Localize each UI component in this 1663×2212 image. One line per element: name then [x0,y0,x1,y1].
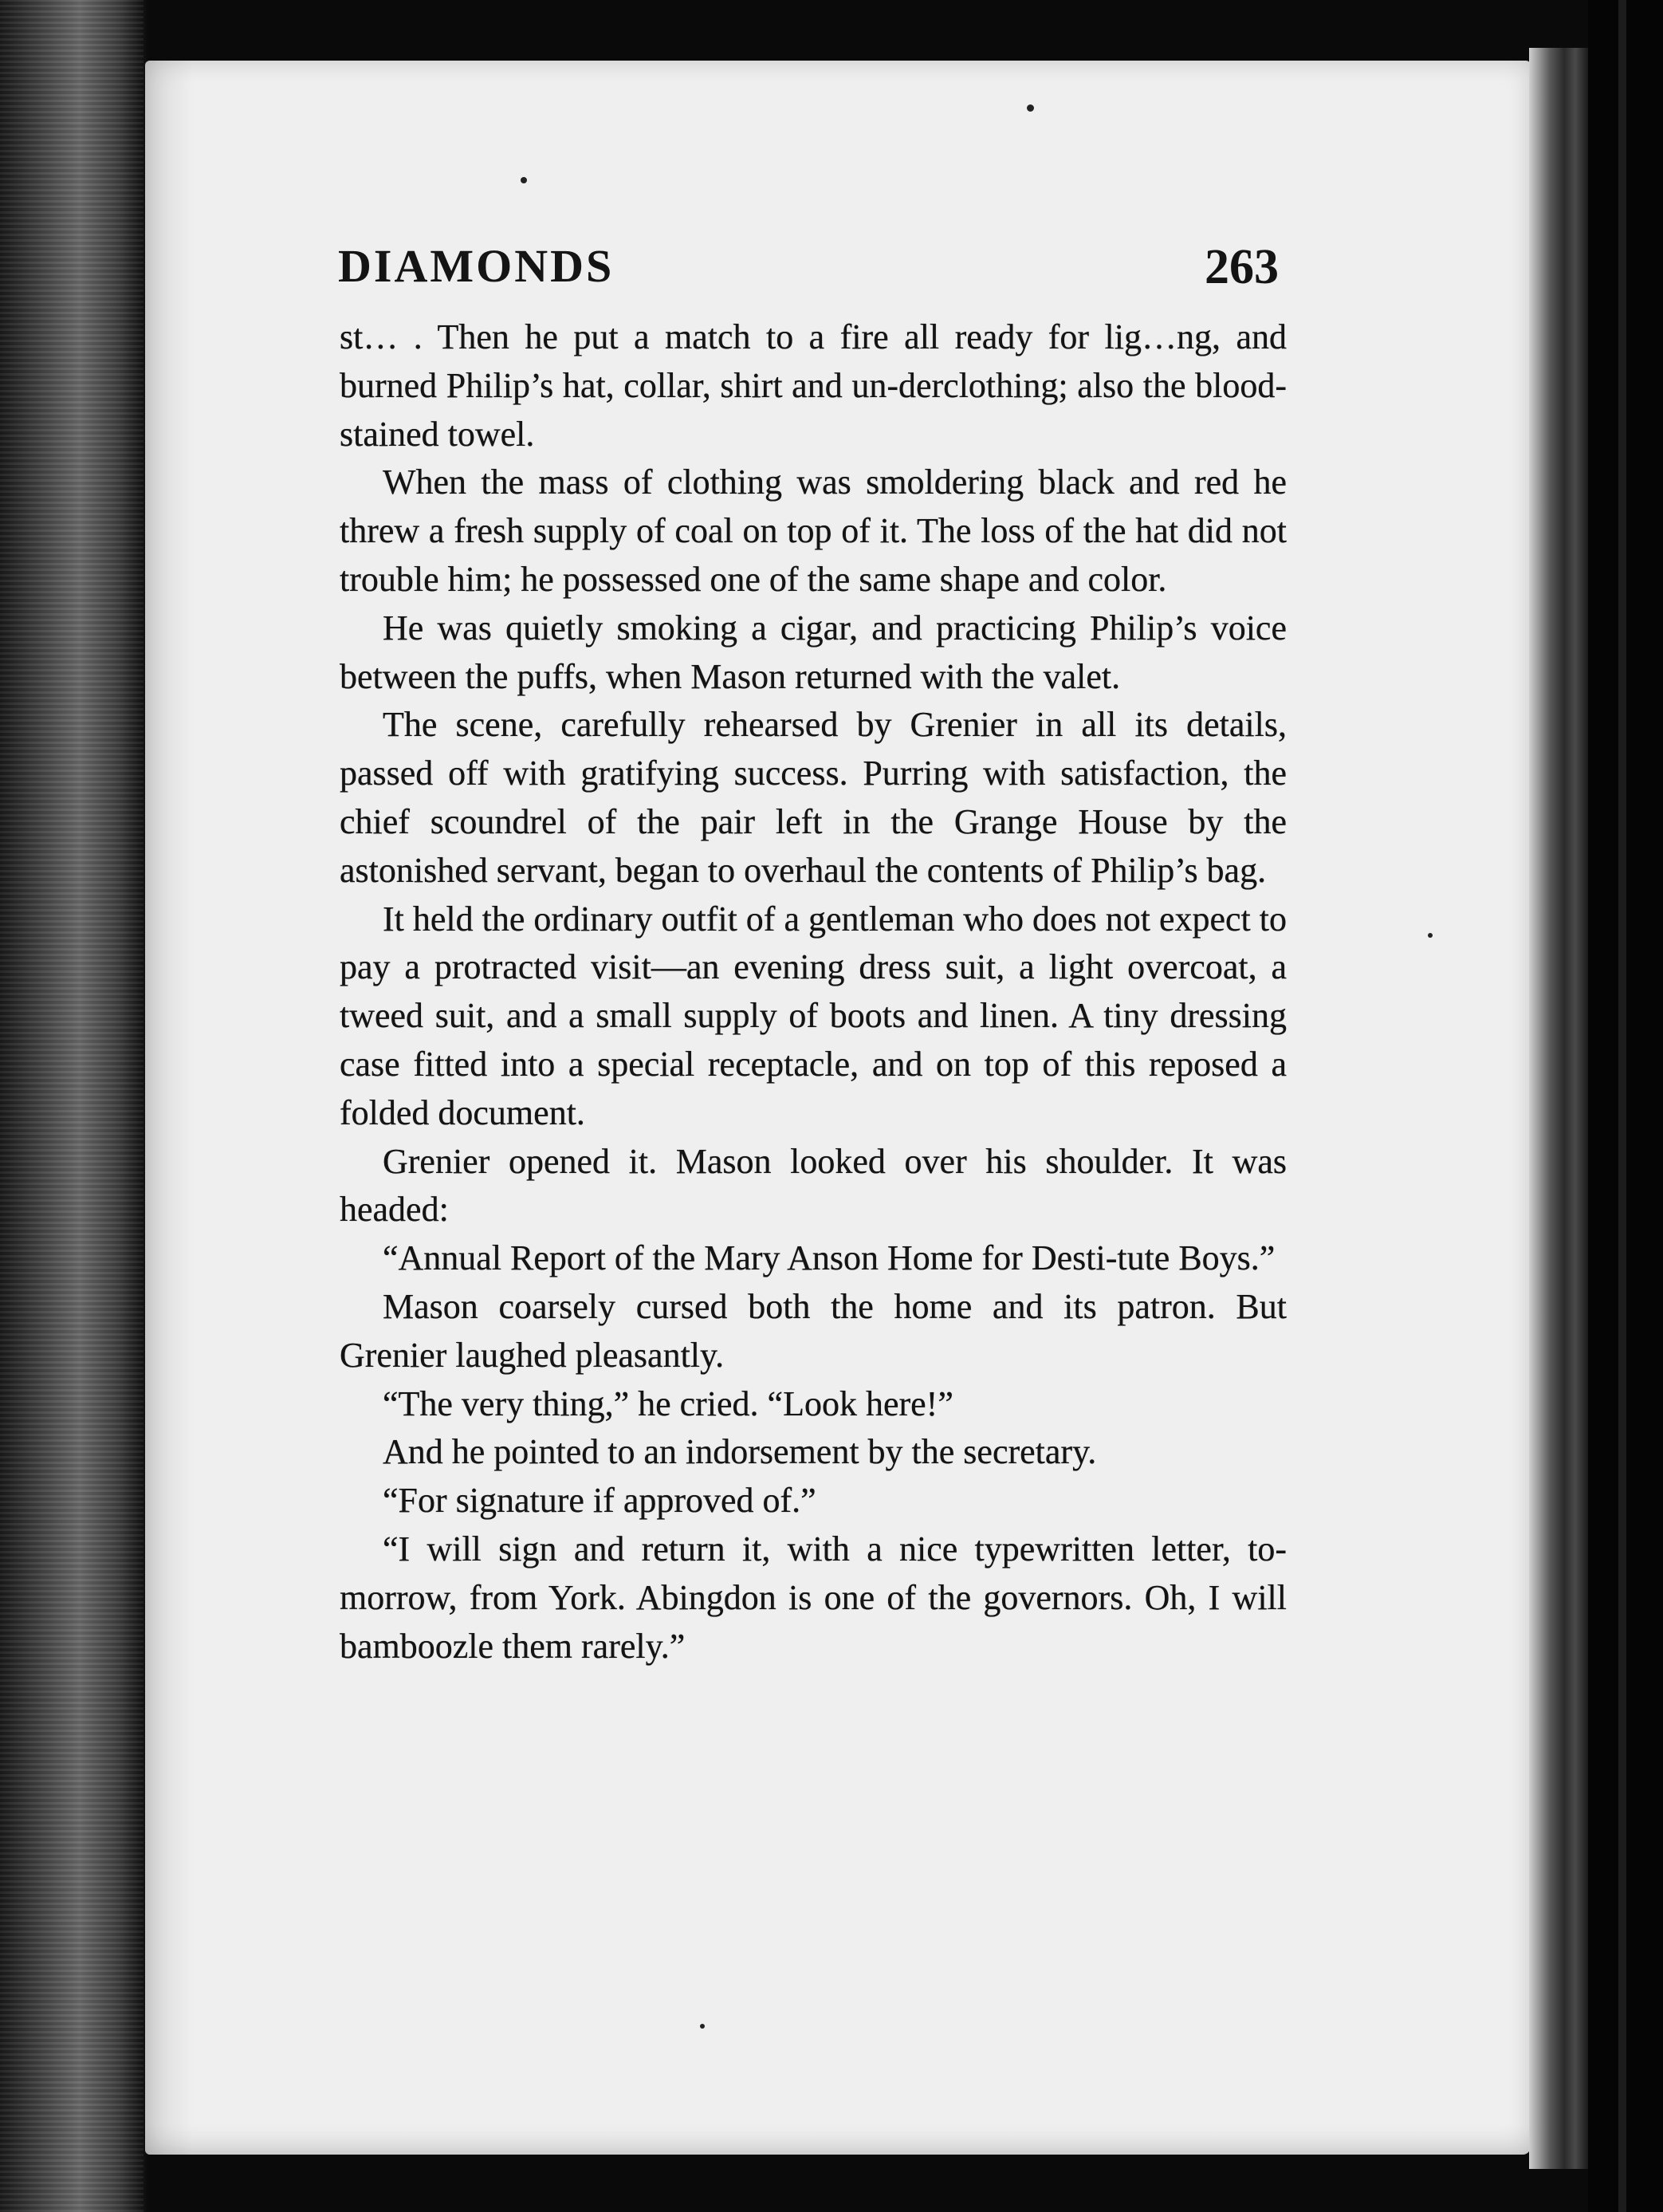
paragraph: st… . Then he put a match to a fire all ready for lig…ng, and burned Philip’s hat, collar, shirt and un-derclothing; also the blood-stained towel. [340,317,1287,454]
paragraph: He was quietly smoking a cigar, and practicing Philip’s voice between the puffs, when Mason returned with the valet. [340,608,1287,696]
page-block-edge [1529,48,1588,2169]
scan-border [1588,0,1663,2212]
paragraph: “Annual Report of the Mary Anson Home for Desti-tute Boys.” [383,1238,1276,1278]
dust-speck [521,177,527,183]
page-header [338,239,1279,311]
dust-speck [700,2024,705,2029]
paragraph: “I will sign and return it, with a nice typewritten letter, to-morrow, from York. Abingdon is one of the governors. Oh, I will bamboozle them rarely.” [340,1529,1287,1666]
paragraph: Mason coarsely cursed both the home and its patron. But Grenier laughed pleasantly. [340,1286,1287,1375]
paragraph: The scene, carefully rehearsed by Grenier in all its details, passed off with gratifying success. Purring with satisfaction, the chief scoundrel of the pair left in the Grange House by the astonished servant, began to overhaul the contents of Philip’s bag. [340,705,1287,890]
paragraph: It held the ordinary outfit of a gentleman who does not expect to pay a protracted visit—an evening dress suit, a light overcoat, a tweed suit, and a small supply of boots and linen. A tiny dressing case fitted into a special receptacle, and on top of this reposed a folded document. [340,899,1287,1132]
paragraph: When the mass of clothing was smoldering black and red he threw a fresh supply of coal on top of it. The loss of the hat did not trouble him; he possessed one of the same shape and color. [340,462,1287,599]
body-text [340,313,1287,1671]
dust-speck [1428,933,1433,938]
facing-page-edge [0,0,143,2212]
dust-speck [1027,104,1034,112]
paragraph: “For signature if approved of.” [383,1481,816,1521]
paragraph: “The very thing,” he cried. “Look here!” [383,1383,953,1423]
paragraph: Grenier opened it. Mason looked over his shoulder. It was headed: [340,1141,1287,1230]
running-head: DIAMONDS [338,240,615,292]
paragraph: And he pointed to an indorsement by the secretary. [383,1432,1097,1472]
page-number: 263 [1205,240,1279,294]
